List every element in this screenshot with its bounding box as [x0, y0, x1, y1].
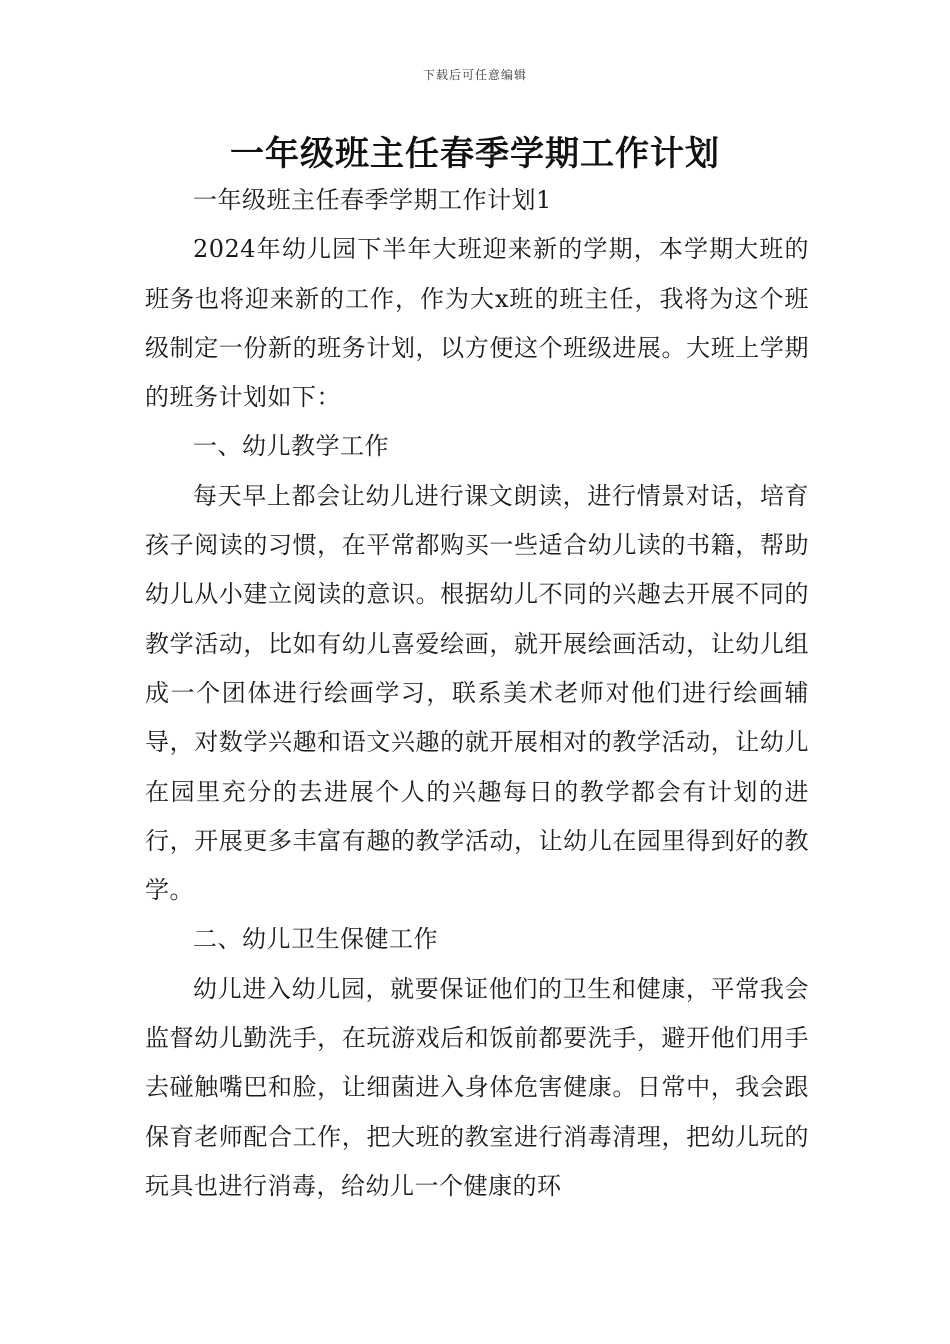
paragraph-intro: 2024年幼儿园下半年大班迎来新的学期，本学期大班的班务也将迎来新的工作，作为大x班的班主任，我将为这个班级制定一份新的班务计划，以方便这个班级进展。大班上学期的班务计划如下： — [145, 235, 809, 412]
paragraph-teaching: 每天早上都会让幼儿进行课文朗读，进行情景对话，培育孩子阅读的习惯，在平常都购买一些适合幼儿读的书籍，帮助幼儿从小建立阅读的意识。根据幼儿不同的兴趣去开展不同的教学活动，比如有幼儿喜爱绘画，就开展绘画活动，让幼儿组成一个团体进行绘画学习，联系美术老师对他们进行绘画辅导，对数学兴趣和语文兴趣的就开展相对的教学活动，让幼儿在园里充分的去进展个人的兴趣每日的教学都会有计划的进行，开展更多丰富有趣的教学活动，让幼儿在园里得到好的教学。 — [145, 481, 809, 905]
document-body — [145, 176, 809, 1211]
section-heading-hygiene: 二、幼儿卫生保健工作 — [193, 925, 438, 954]
header-note: 下载后可任意编辑 — [422, 68, 527, 82]
paragraph-subtitle: 一年级班主任春季学期工作计划1 — [193, 186, 552, 214]
paragraph-hygiene: 幼儿进入幼儿园，就要保证他们的卫生和健康，平常我会监督幼儿勤洗手，在玩游戏后和饭前都要洗手，避开他们用手去碰触嘴巴和脸，让细菌进入身体危害健康。日常中，我会跟保育老师配合工作，把大班的教室进行消毒清理，把幼儿玩的玩具也进行消毒，给幼儿一个健康的环 — [145, 974, 809, 1200]
section-heading-teaching: 一、幼儿教学工作 — [193, 432, 389, 461]
document-title: 一年级班主任春季学期工作计划 — [230, 134, 720, 174]
